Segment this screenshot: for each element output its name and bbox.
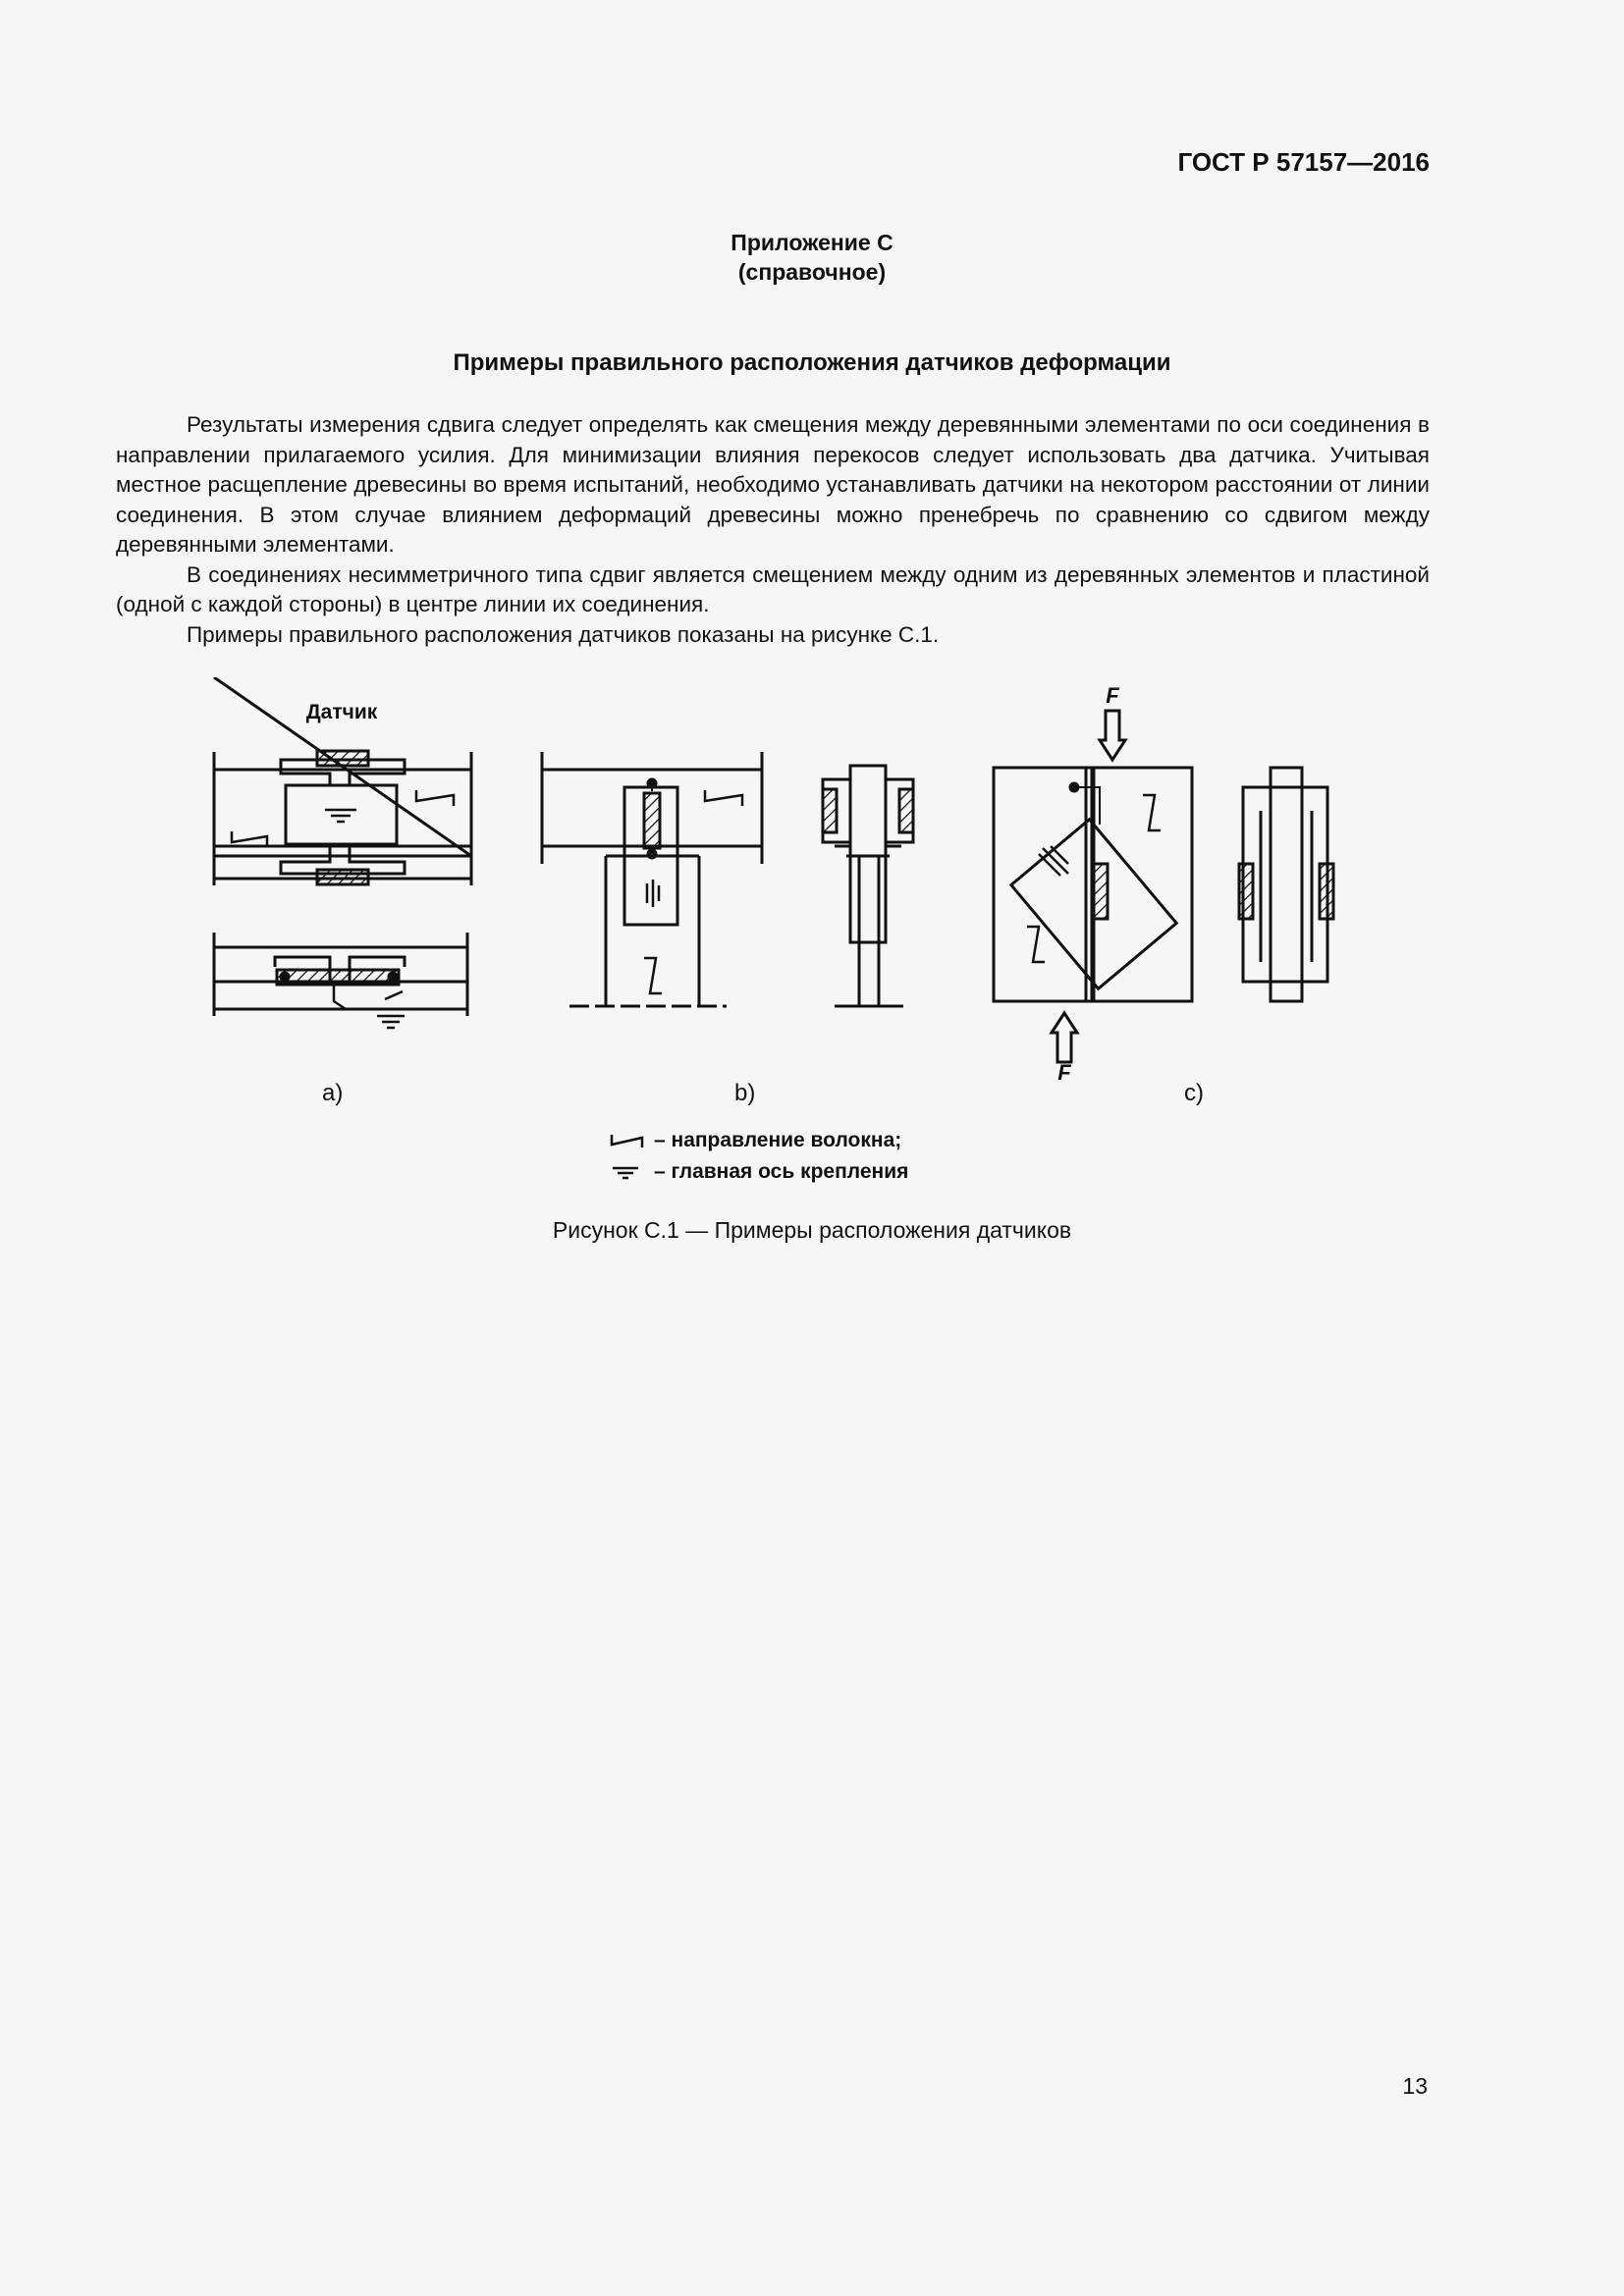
paragraph-3: Примеры правильного расположения датчиков показаны на рисунке С.1. (187, 621, 940, 647)
figure-legend (609, 1125, 908, 1188)
section-title: Примеры правильного расположения датчиков деформации (453, 349, 1171, 376)
panel-label-c: c) (1184, 1080, 1204, 1106)
paragraph-2: В соединениях несимметричного типа сдвиг является смещением между одним из деревянных элементов и пластиной (одной с каждой стороны) в центре линии их соединения. (116, 561, 1430, 616)
force-arrow-down-icon (1100, 711, 1125, 760)
main-axis-icon (647, 880, 659, 907)
annex-number: Приложение С (731, 230, 893, 255)
legend-text-axis: – главная ось крепления (654, 1160, 909, 1183)
sensor-icon (1094, 864, 1108, 919)
force-label-bottom: F (1057, 1060, 1071, 1085)
sensor-icon (317, 870, 368, 884)
panel-c-side-view (1239, 768, 1333, 1001)
figure-caption: Рисунок С.1 — Примеры расположения датчиков (552, 1217, 1072, 1243)
sensor-icon (823, 789, 837, 832)
sensor-label: Датчик (305, 701, 378, 723)
legend-item-grain (609, 1125, 908, 1156)
sensor-icon (317, 751, 368, 766)
sensor-icon (1239, 864, 1253, 919)
panel-b-side-view (823, 766, 913, 1006)
main-axis-icon (325, 810, 356, 822)
annex-status: (справочное) (737, 259, 887, 285)
main-axis-icon (609, 1162, 646, 1182)
annex-heading (0, 228, 1624, 287)
main-axis-icon (1039, 846, 1068, 876)
panel-a-side-view (214, 933, 467, 1028)
body-text (116, 410, 1430, 650)
sensor-icon (277, 970, 399, 985)
force-arrow-up-icon (1052, 1013, 1077, 1062)
sensor-icon (1320, 864, 1333, 919)
panel-b-front-view (542, 752, 762, 1006)
grain-direction-icon (609, 1131, 646, 1150)
panel-label-a: a) (322, 1080, 344, 1106)
sensor-icon (899, 789, 913, 832)
force-label-top: F (1106, 683, 1119, 708)
panel-a-top-view (214, 677, 471, 885)
standard-id: ГОСТ Р 57157—2016 (1177, 147, 1430, 177)
page-number: 13 (1402, 2073, 1428, 2099)
main-axis-icon (377, 1016, 405, 1028)
paragraph-1: Результаты измерения сдвига следует определять как смещения между деревянными элементами по оси соединения в направлении прилагаемого усилия. Для минимизации влияния перекосов следует использовать два датчика. Учитывая местное расщепление древесины во время испытаний, необходимо устанавливать датчики на некотором расстоянии от линии соединения. В этом случае влиянием деформаций древесины можно пренебречь по сравнению со сдвигом между деревянными элементами. (116, 412, 1430, 557)
legend-text-grain: – направление волокна; (654, 1129, 902, 1151)
legend-item-axis (609, 1156, 908, 1188)
sensor-icon (644, 793, 660, 848)
panel-label-b: b) (734, 1080, 756, 1106)
panel-c-front-view (994, 683, 1192, 1085)
grain-direction-icon (232, 790, 454, 847)
